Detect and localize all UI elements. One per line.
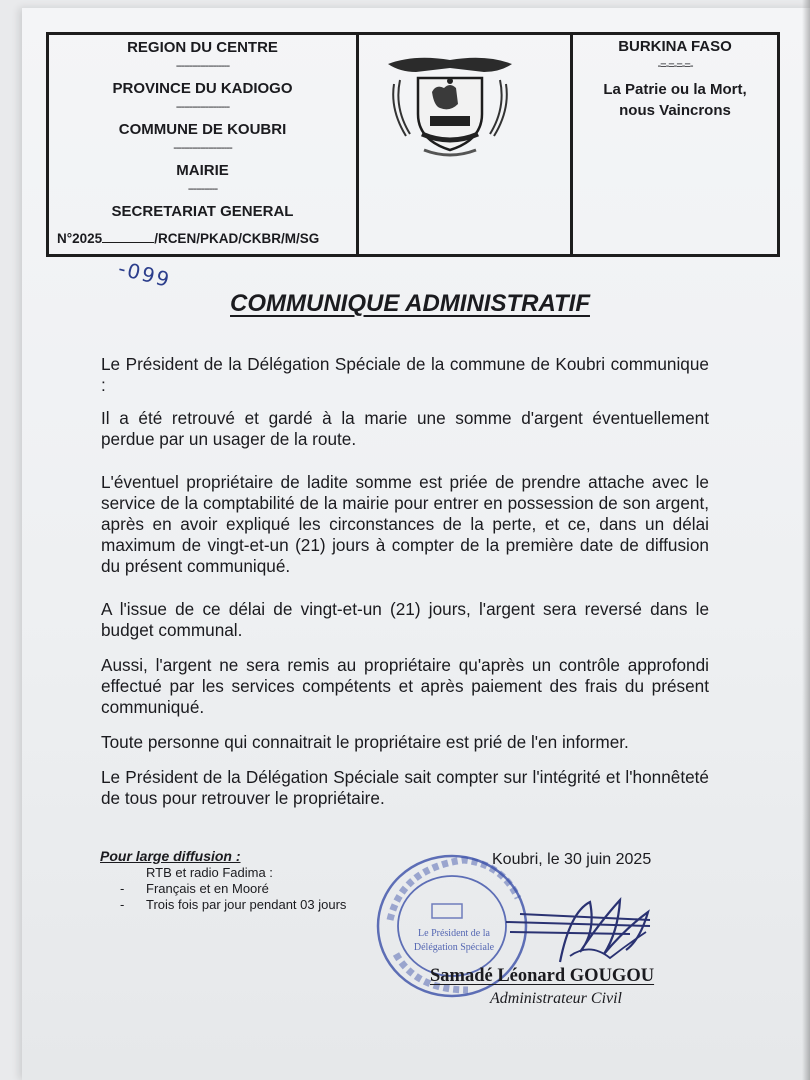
reference-prefix: N°2025 bbox=[57, 231, 103, 246]
list-item: RTB et radio Fadima : bbox=[146, 865, 273, 880]
paragraph: Aussi, l'argent ne sera remis au propriétaire qu'après un contrôle approfondi effectué par les services compétents et après paiement des frais du présent communiqué. bbox=[101, 655, 709, 717]
motto-line-2: nous Vaincrons bbox=[619, 102, 731, 119]
secretariat-label: SECRETARIAT GENERAL bbox=[111, 203, 294, 220]
bullet-dash: - bbox=[120, 897, 125, 912]
paragraph: Il a été retrouvé et gardé à la marie une somme d'argent éventuellement perdue par un usager de la route. bbox=[101, 408, 709, 449]
page-edge-shadow bbox=[802, 0, 810, 1080]
communique-body bbox=[101, 354, 709, 821]
list-item bbox=[100, 897, 346, 913]
place-and-date: Koubri, le 30 juin 2025 bbox=[492, 851, 652, 868]
paragraph: L'éventuel propriétaire de ladite somme est priée de prendre attache avec le service de la comptabilité de la mairie pour entrer en possession de son argent, après en avoir expliqué les circonstances de la perte, et ce, dans un délai maximum de vingt-et-un (21) jours à compter de la première date de diffusion du présent communiqué. bbox=[101, 472, 709, 576]
handwritten-registration-number: -099 bbox=[115, 255, 174, 293]
stamp-inner-line-2: Délégation Spéciale bbox=[413, 942, 495, 953]
region-label: REGION DU CENTRE bbox=[127, 39, 278, 56]
document-title: COMMUNIQUE ADMINISTRATIF bbox=[230, 290, 590, 317]
paragraph: Toute personne qui connaitrait le propriétaire est prié de l'en informer. bbox=[101, 732, 629, 752]
reference-blank bbox=[102, 231, 154, 243]
stamp-inner-line-1: Le Président de la bbox=[418, 928, 490, 939]
signatory-title: Administrateur Civil bbox=[490, 990, 622, 1007]
coat-of-arms-emblem bbox=[384, 50, 516, 162]
separator: ---------------------- bbox=[173, 142, 232, 154]
separator: -------------------- bbox=[175, 101, 230, 113]
province-label: PROVINCE DU KADIOGO bbox=[112, 80, 293, 97]
mairie-label: MAIRIE bbox=[176, 162, 229, 179]
letterhead-administration bbox=[49, 35, 359, 254]
letterhead-country bbox=[573, 35, 777, 254]
commune-label: COMMUNE DE KOUBRI bbox=[118, 121, 287, 138]
country-name: BURKINA FASO bbox=[618, 38, 732, 55]
separator: -------------------- bbox=[175, 60, 230, 72]
separator: -=-=-=-=- bbox=[657, 60, 693, 72]
list-item-text: Trois fois par jour pendant 03 jours bbox=[146, 897, 347, 912]
paragraph: Le Président de la Délégation Spéciale sait compter sur l'intégrité et l'honnêteté de tous pour retrouver le propriétaire. bbox=[101, 767, 709, 808]
motto-line-1: La Patrie ou la Mort, bbox=[603, 81, 747, 98]
paragraph: Le Président de la Délégation Spéciale de la commune de Koubri communique : bbox=[101, 354, 709, 395]
handwritten-signature bbox=[500, 892, 660, 972]
diffusion-heading: Pour large diffusion : bbox=[100, 848, 241, 864]
paragraph: A l'issue de ce délai de vingt-et-un (21) jours, l'argent sera reversé dans le budget communal. bbox=[101, 599, 709, 640]
separator: ----------- bbox=[187, 183, 218, 195]
reference-number bbox=[57, 231, 319, 246]
bullet-dash: - bbox=[120, 881, 125, 896]
signatory-name: Samadé Léonard GOUGOU bbox=[430, 966, 655, 986]
diffusion-list bbox=[100, 848, 346, 913]
list-item-text: Français et en Mooré bbox=[146, 881, 269, 896]
list-item bbox=[100, 881, 346, 897]
reference-suffix: /RCEN/PKAD/CKBR/M/SG bbox=[154, 231, 320, 246]
